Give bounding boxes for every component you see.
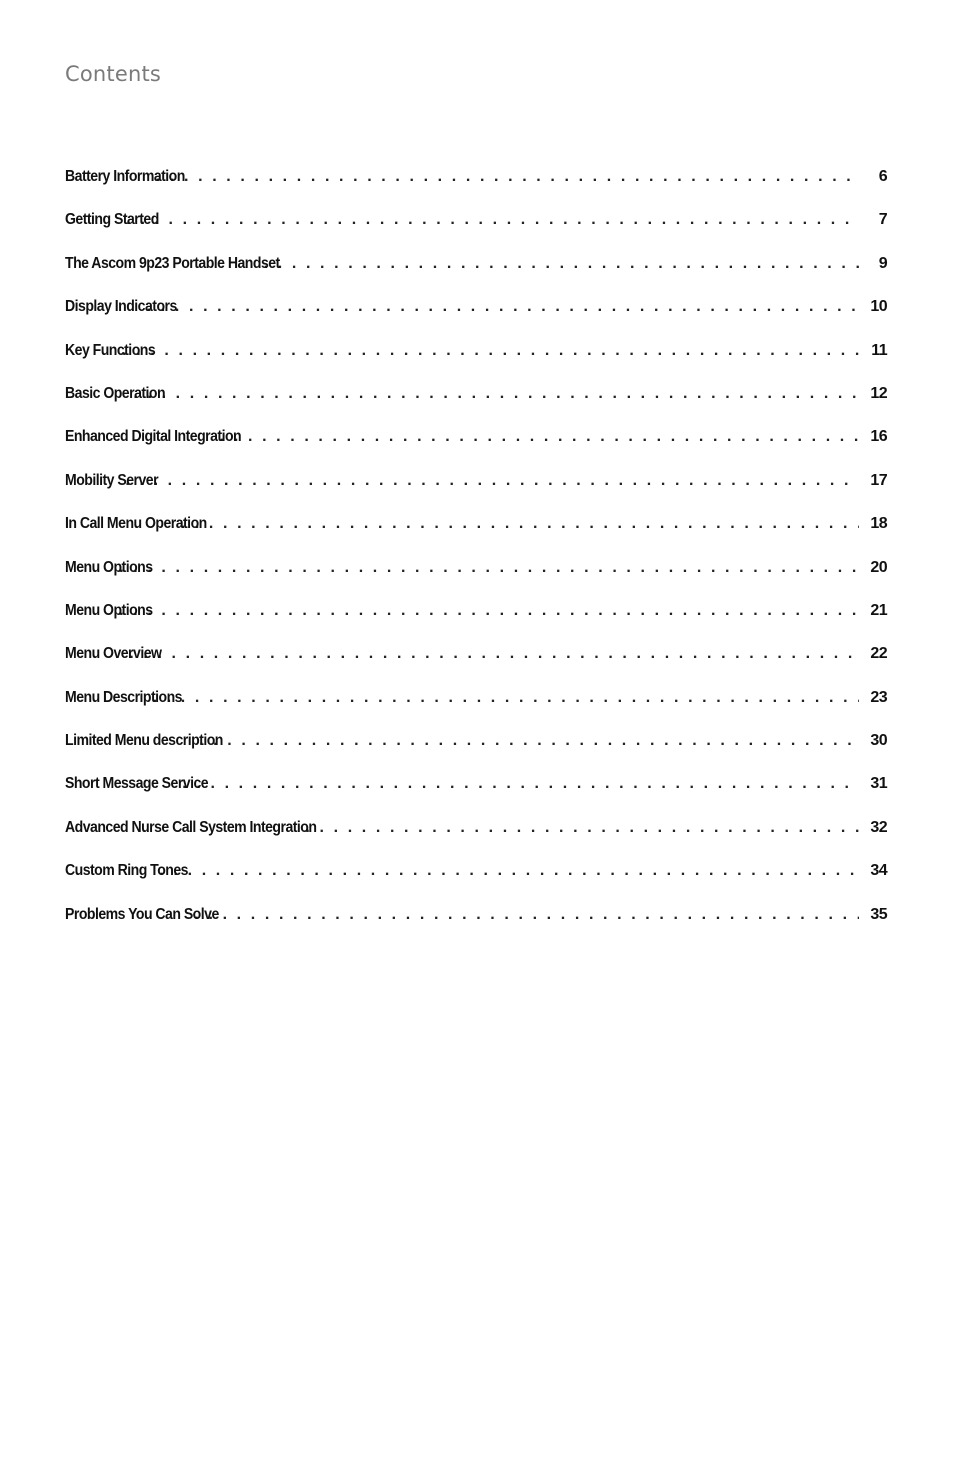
toc-entry-page: 20 xyxy=(870,558,887,576)
toc-entry-page: 12 xyxy=(870,384,887,402)
toc-entry-title: Custom Ring Tones xyxy=(65,862,188,880)
toc-entry-page: 16 xyxy=(870,428,887,446)
toc-entry-title: Enhanced Digital Integration xyxy=(65,428,242,446)
toc-entry-page: 23 xyxy=(870,688,887,706)
toc-entry-page: 10 xyxy=(870,298,887,316)
toc-entry[interactable] xyxy=(65,819,887,862)
toc-dot-leader xyxy=(129,645,859,663)
toc-entry[interactable] xyxy=(65,385,887,428)
toc-dot-leader xyxy=(159,862,859,880)
table-of-contents xyxy=(65,168,887,949)
toc-dot-leader xyxy=(133,385,859,403)
toc-entry[interactable] xyxy=(65,862,887,905)
toc-dot-leader xyxy=(305,819,859,837)
toc-entry-page: 31 xyxy=(870,775,887,793)
toc-entry[interactable] xyxy=(65,775,887,818)
toc-entry-page: 35 xyxy=(870,905,887,923)
toc-entry-page: 22 xyxy=(870,645,887,663)
toc-entry[interactable] xyxy=(65,472,887,515)
toc-dot-leader xyxy=(182,775,859,793)
toc-entry-page: 11 xyxy=(871,341,887,359)
toc-dot-leader xyxy=(156,168,859,186)
toc-entry-title: Menu Options xyxy=(65,558,153,576)
toc-entry-title: Display Indicators xyxy=(65,298,177,316)
toc-entry[interactable] xyxy=(65,602,887,645)
toc-entry-page: 9 xyxy=(878,254,887,272)
toc-entry-title: Battery Information xyxy=(65,168,185,185)
toc-entry-page: 30 xyxy=(870,732,887,750)
toc-dot-leader xyxy=(119,559,859,577)
toc-dot-leader xyxy=(119,602,859,620)
toc-dot-leader xyxy=(220,428,859,446)
toc-entry-title: Problems You Can Solve xyxy=(65,905,219,923)
toc-entry-title: Getting Started xyxy=(65,211,159,229)
toc-entry[interactable] xyxy=(65,689,887,732)
toc-entry[interactable] xyxy=(65,515,887,558)
toc-dot-leader xyxy=(181,515,859,533)
toc-entry[interactable] xyxy=(65,255,887,298)
toc-dot-leader xyxy=(153,689,859,707)
toc-entry-title: Short Message Service xyxy=(65,775,209,793)
page-title: Contents xyxy=(65,62,162,86)
toc-entry[interactable] xyxy=(65,211,887,254)
toc-dot-leader xyxy=(199,732,859,750)
toc-entry[interactable] xyxy=(65,732,887,775)
toc-entry[interactable] xyxy=(65,906,887,949)
toc-entry-title: Menu Overview xyxy=(65,645,162,663)
toc-dot-leader xyxy=(147,298,859,316)
toc-dot-leader xyxy=(122,342,859,360)
toc-entry-title: Menu Descriptions xyxy=(65,688,182,706)
toc-entry-title: Basic Operation xyxy=(65,384,166,402)
toc-dot-leader xyxy=(264,255,859,273)
toc-entry-title: Mobility Server xyxy=(65,471,159,489)
toc-entry-title: The Ascom 9p23 Portable Handset xyxy=(65,254,280,272)
toc-dot-leader xyxy=(194,906,859,924)
toc-entry-title: Limited Menu description xyxy=(65,732,223,750)
toc-entry-title: Key Functions xyxy=(65,341,156,359)
toc-entry[interactable] xyxy=(65,168,887,211)
toc-entry-page: 21 xyxy=(870,601,887,619)
toc-entry-title: In Call Menu Operation xyxy=(65,515,207,533)
toc-entry-title: Menu Options xyxy=(65,601,153,619)
toc-entry-page: 32 xyxy=(870,818,887,836)
toc-dot-leader xyxy=(126,211,859,229)
toc-entry-page: 18 xyxy=(870,515,887,533)
toc-entry[interactable] xyxy=(65,298,887,341)
toc-entry[interactable] xyxy=(65,559,887,602)
toc-entry-page: 6 xyxy=(878,168,887,185)
toc-entry-title: Advanced Nurse Call System Integration xyxy=(65,818,317,836)
toc-entry[interactable] xyxy=(65,342,887,385)
toc-entry-page: 7 xyxy=(878,211,887,229)
toc-entry-page: 17 xyxy=(870,471,887,489)
toc-entry[interactable] xyxy=(65,428,887,471)
toc-dot-leader xyxy=(125,472,859,490)
toc-entry-page: 34 xyxy=(870,862,887,880)
toc-entry[interactable] xyxy=(65,645,887,688)
